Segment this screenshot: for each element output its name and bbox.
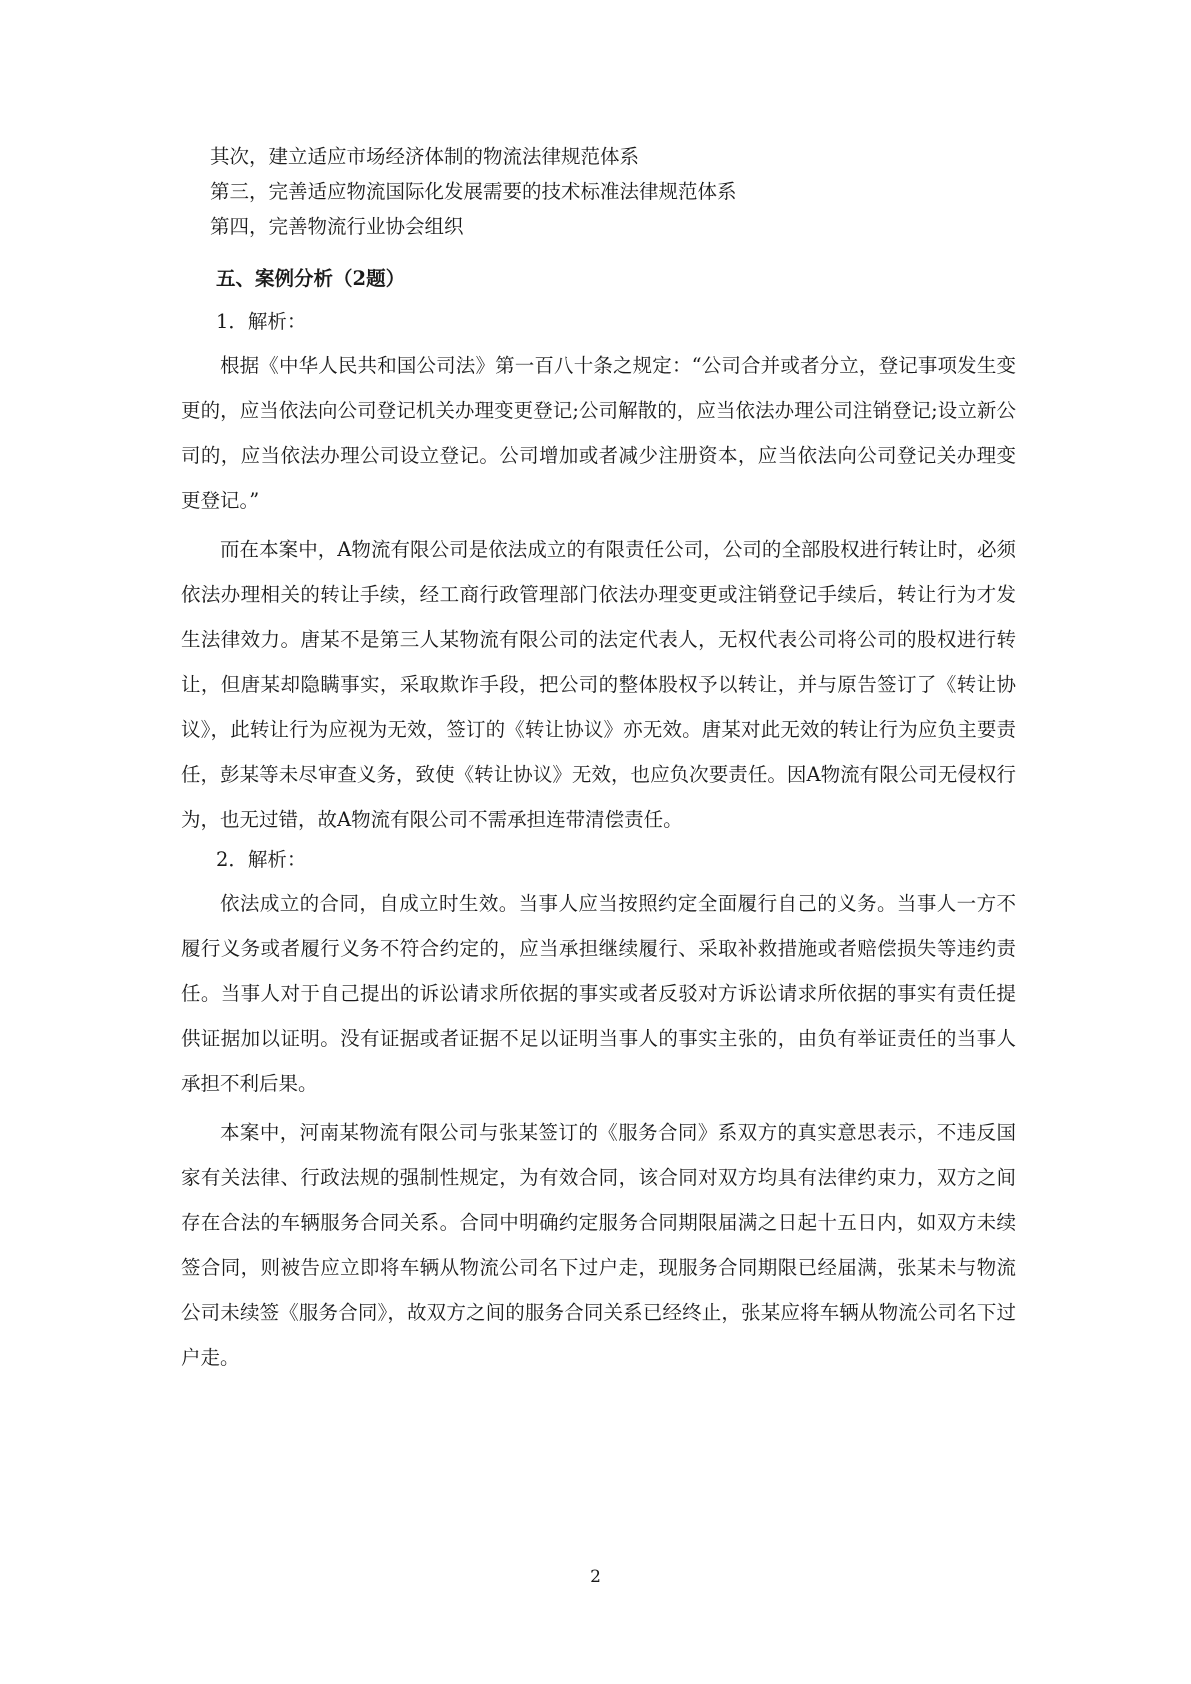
list-item: 第三，完善适应物流国际化发展需要的技术标准法律规范体系	[210, 180, 737, 203]
page-content	[181, 139, 1016, 1380]
case1-paragraph-1: 根据《中华人民共和国公司法》第一百八十条之规定：“公司合并或者分立，登记事项发生变更的，应当依法向公司登记机关办理变更登记;公司解散的，应当依法办理公司注销登记;设立新公司的，应当依法办理公司设立登记。公司增加或者减少注册资本，应当依法向公司登记关办理变更登记。”	[181, 354, 1016, 512]
case2-paragraph-1: 依法成立的合同，自成立时生效。当事人应当按照约定全面履行自己的义务。当事人一方不履行义务或者履行义务不符合约定的，应当承担继续履行、采取补救措施或者赔偿损失等违约责任。当事人对于自己提出的诉讼请求所依据的事实或者反驳对方诉讼请求所依据的事实有责任提供证据加以证明。没有证据或者证据不足以证明当事人的事实主张的，由负有举证责任的当事人承担不利后果。	[181, 892, 1016, 1095]
case2-label: 2．解析：	[216, 848, 307, 871]
case2-paragraph-2: 本案中，河南某物流有限公司与张某签订的《服务合同》系双方的真实意思表示，不违反国家有关法律、行政法规的强制性规定，为有效合同，该合同对双方均具有法律约束力，双方之间存在合法的车辆服务合同关系。合同中明确约定服务合同期限届满之日起十五日内，如双方未续签合同，则被告应立即将车辆从物流公司名下过户走，现服务合同期限已经届满，张某未与物流公司未续签《服务合同》，故双方之间的服务合同关系已经终止，张某应将车辆从物流公司名下过户走。	[181, 1121, 1016, 1369]
list-item: 其次，建立适应市场经济体制的物流法律规范体系	[210, 145, 640, 168]
page-number: 2	[590, 1567, 601, 1587]
list-item: 第四，完善物流行业协会组织	[210, 215, 464, 238]
case1-label: 1．解析：	[216, 310, 307, 333]
case1-paragraph-2: 而在本案中，A物流有限公司是依法成立的有限责任公司，公司的全部股权进行转让时，必须依法办理相关的转让手续，经工商行政管理部门依法办理变更或注销登记手续后，转让行为才发生法律效力。唐某不是第三人某物流有限公司的法定代表人，无权代表公司将公司的股权进行转让，但唐某却隐瞒事实，采取欺诈手段，把公司的整体股权予以转让，并与原告签订了《转让协议》，此转让行为应视为无效，签订的《转让协议》亦无效。唐某对此无效的转让行为应负主要责任，彭某等未尽审查义务，致使《转让协议》无效，也应负次要责任。因A物流有限公司无侵权行为，也无过错，故A物流有限公司不需承担连带清偿责任。	[181, 538, 1016, 831]
section-heading: 五、案例分析（2题）	[216, 267, 406, 290]
